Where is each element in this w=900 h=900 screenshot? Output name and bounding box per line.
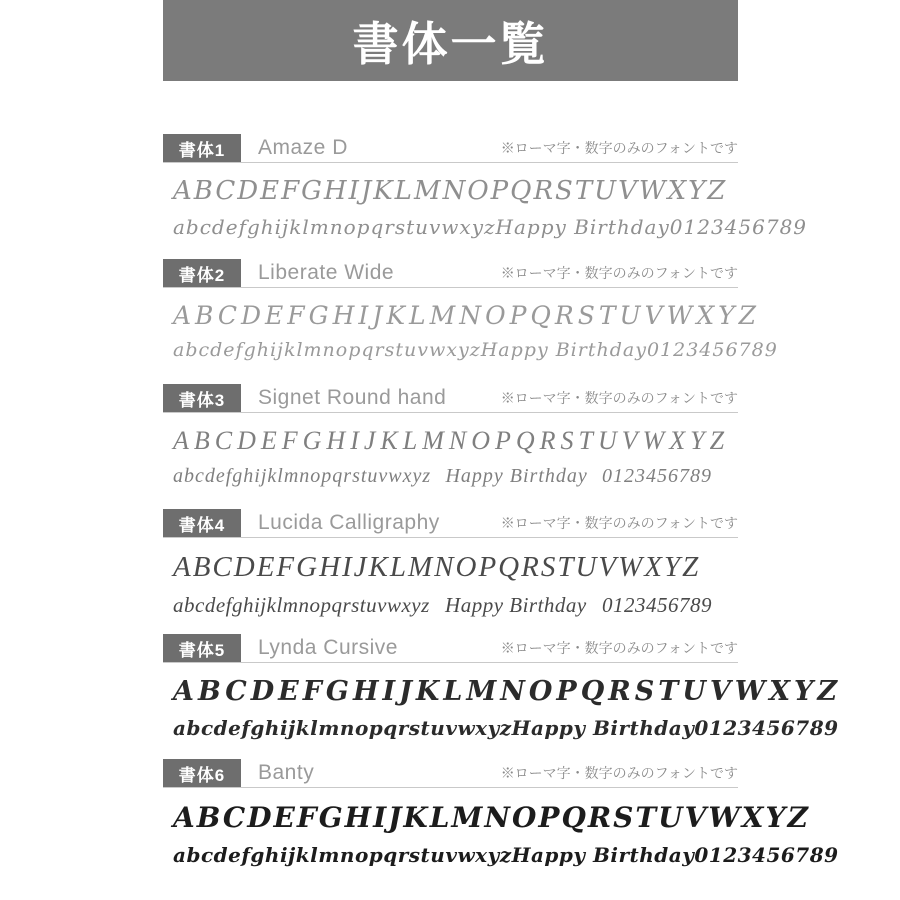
sample-digits: 0123456789 — [694, 843, 839, 867]
font-note: ※ローマ字・数字のみのフォントです — [500, 140, 738, 156]
sample-lowercase: abcdefghijklmnopqrstuvwxyz — [173, 716, 512, 740]
section-header — [163, 259, 738, 288]
section-label-badge: 書体2 — [163, 259, 241, 287]
sample-digits: 0123456789 — [669, 215, 808, 239]
font-name: Lucida Calligraphy — [258, 511, 440, 534]
sample-digits: 0123456789 — [694, 716, 839, 740]
font-section-3 — [163, 384, 738, 502]
font-section-4 — [163, 509, 738, 627]
sample-lower-row — [163, 339, 778, 361]
sample-uppercase: ABCDEFGHIJKLMNOPQRSTUVWXYZ — [173, 426, 730, 455]
font-note: ※ローマ字・数字のみのフォントです — [500, 640, 738, 656]
sample-phrase: Happy Birthday — [511, 843, 695, 867]
sample-lowercase: abcdefghijklmnopqrstuvwxyz — [173, 339, 481, 361]
section-header — [163, 509, 738, 538]
sample-lowercase: abcdefghijklmnopqrstuvwxyz — [173, 215, 496, 239]
sample-uppercase: ABCDEFGHIJKLMNOPQRSTUVWXYZ — [173, 801, 810, 834]
section-header — [163, 634, 738, 663]
sample-uppercase: ABCDEFGHIJKLMNOPQRSTUVWXYZ — [173, 676, 842, 707]
font-name: Signet Round hand — [258, 386, 447, 409]
sample-uppercase: ABCDEFGHIJKLMNOPQRSTUVWXYZ — [173, 176, 728, 206]
sample-phrase: Happy Birthday — [445, 593, 587, 617]
section-header — [163, 134, 738, 163]
section-label-badge: 書体3 — [163, 384, 241, 412]
sample-lowercase: abcdefghijklmnopqrstuvwxyz — [173, 843, 512, 867]
font-name: Lynda Cursive — [258, 636, 398, 659]
sample-lower-row — [163, 215, 808, 239]
sample-digits: 0123456789 — [602, 593, 712, 617]
sample-lower-row — [163, 465, 738, 488]
font-name: Liberate Wide — [258, 261, 395, 284]
sample-uppercase: ABCDEFGHIJKLMNOPQRSTUVWXYZ — [173, 551, 701, 583]
font-name: Banty — [258, 761, 315, 784]
sample-lower-row — [163, 593, 738, 618]
sample-lower-row — [163, 843, 839, 867]
sample-uppercase: ABCDEFGHIJKLMNOPQRSTUVWXYZ — [173, 301, 761, 330]
font-note: ※ローマ字・数字のみのフォントです — [500, 765, 738, 781]
section-header — [163, 759, 738, 788]
sample-lowercase: abcdefghijklmnopqrstuvwxyz — [173, 465, 432, 487]
title-banner — [163, 0, 738, 81]
sample-digits: 0123456789 — [646, 339, 778, 361]
section-header — [163, 384, 738, 413]
font-section-2 — [163, 259, 778, 377]
font-note: ※ローマ字・数字のみのフォントです — [500, 515, 738, 531]
font-section-5 — [163, 634, 842, 752]
sample-phrase: Happy Birthday — [480, 339, 647, 361]
font-name: Amaze D — [258, 136, 348, 159]
section-label-badge: 書体1 — [163, 134, 241, 162]
sample-phrase: Happy Birthday — [445, 465, 588, 487]
sample-phrase: Happy Birthday — [511, 716, 695, 740]
font-section-6 — [163, 759, 839, 877]
font-note: ※ローマ字・数字のみのフォントです — [500, 390, 738, 406]
section-label-badge: 書体5 — [163, 634, 241, 662]
section-label-badge: 書体6 — [163, 759, 241, 787]
sample-lower-row — [163, 716, 839, 740]
sample-phrase: Happy Birthday — [495, 215, 670, 239]
font-section-1 — [163, 134, 808, 252]
sample-lowercase: abcdefghijklmnopqrstuvwxyz — [173, 593, 430, 617]
sample-digits: 0123456789 — [602, 465, 712, 487]
page-title: 書体一覧 — [352, 17, 549, 70]
section-label-badge: 書体4 — [163, 509, 241, 537]
font-note: ※ローマ字・数字のみのフォントです — [500, 265, 738, 281]
